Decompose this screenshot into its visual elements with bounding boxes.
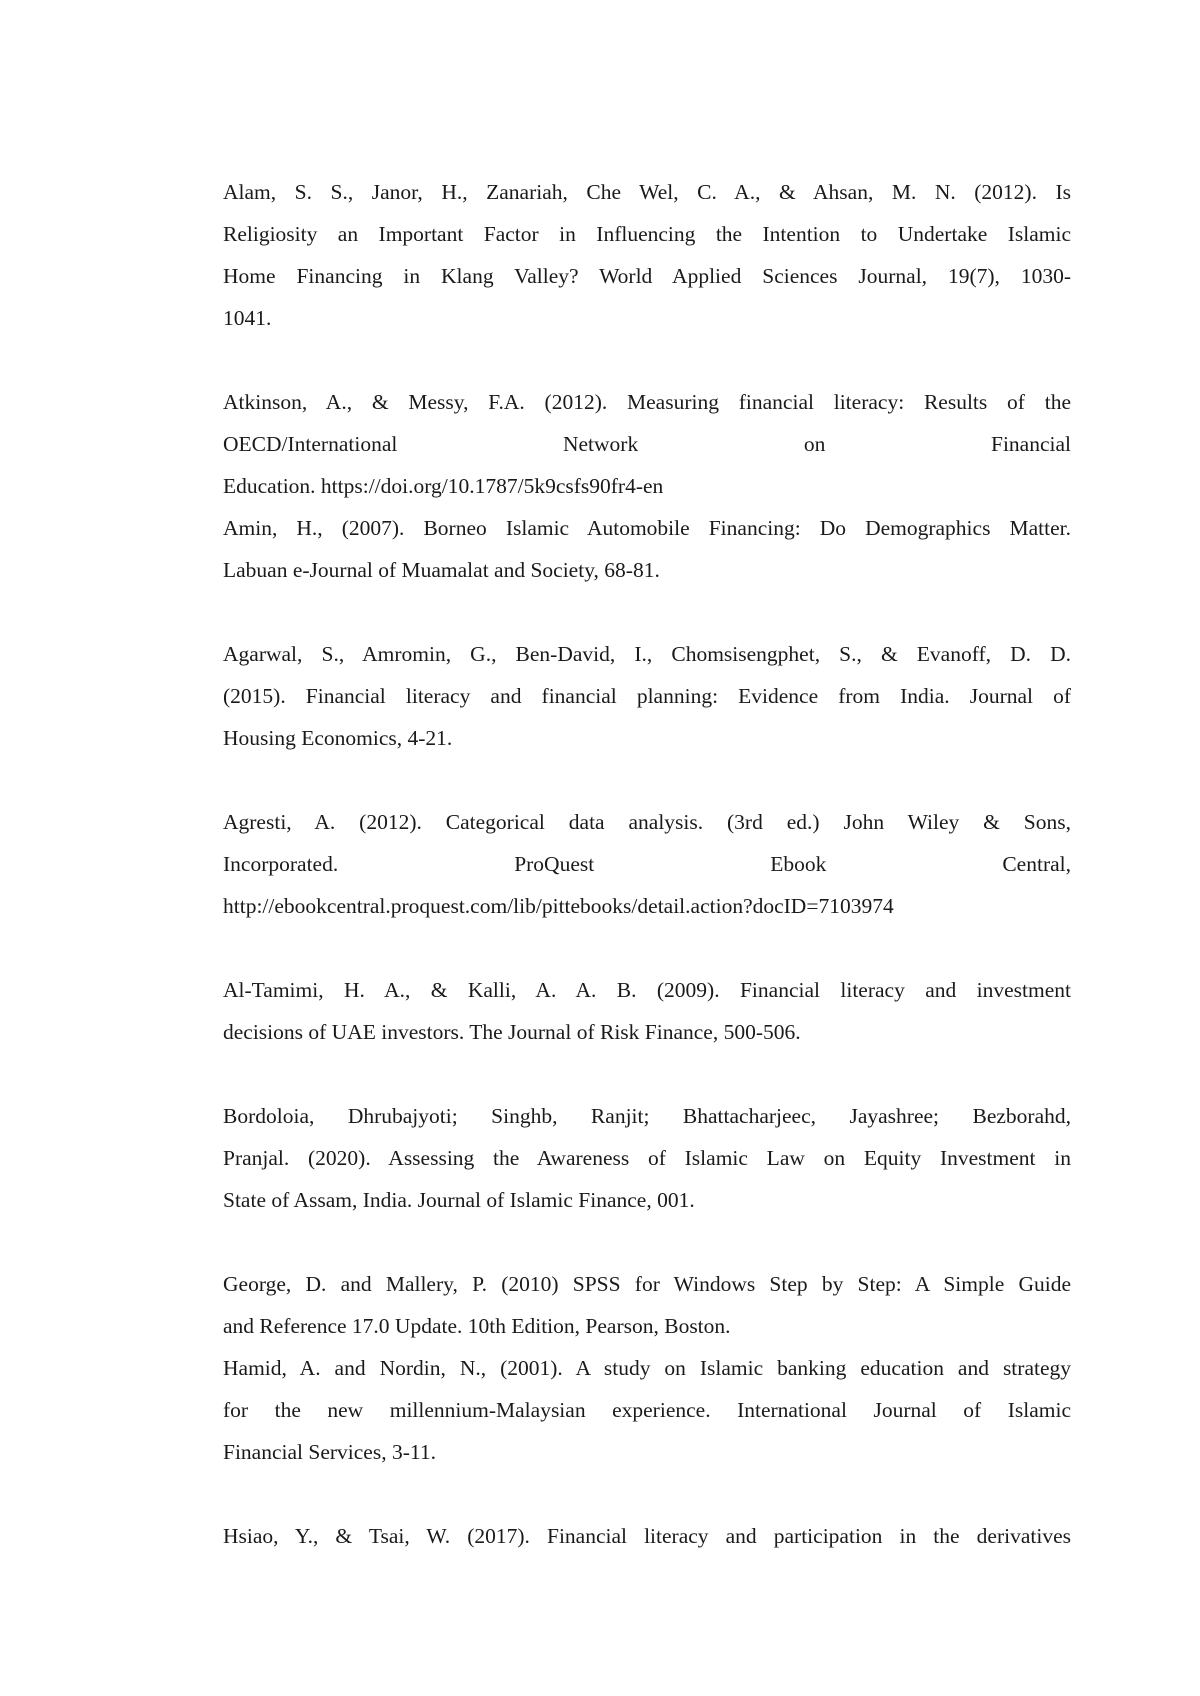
reference-line: Atkinson, A., & Messy, F.A. (2012). Measuring financial literacy: Results of the [223,390,1071,414]
reference-entry [223,633,1071,759]
reference-entry [223,801,1071,927]
reference-line: Hsiao, Y., & Tsai, W. (2017). Financial literacy and participation in the derivatives [223,1524,1071,1548]
reference-line: decisions of UAE investors. The Journal of Risk Finance, 500-506. [223,1020,801,1044]
reference-line: Amin, H., (2007). Borneo Islamic Automobile Financing: Do Demographics Matter. [223,516,1071,540]
reference-line: http://ebookcentral.proquest.com/lib/pittebooks/detail.action?docID=7103974 [223,894,894,918]
reference-line: Agarwal, S., Amromin, G., Ben-David, I., Chomsisengphet, S., & Evanoff, D. D. [223,642,1071,666]
reference-entry [223,381,1071,507]
reference-entry [223,1515,1071,1557]
reference-line: Bordoloia, Dhrubajyoti; Singhb, Ranjit; Bhattacharjeec, Jayashree; Bezborahd, [223,1104,1071,1128]
reference-line: for the new millennium-Malaysian experience. International Journal of Islamic [223,1398,1071,1422]
reference-line: Pranjal. (2020). Assessing the Awareness of Islamic Law on Equity Investment in [223,1146,1071,1170]
reference-line: 1041. [223,306,272,330]
reference-line: (2015). Financial literacy and financial planning: Evidence from India. Journal of [223,684,1071,708]
reference-entry [223,507,1071,591]
reference-line: Al-Tamimi, H. A., & Kalli, A. A. B. (2009). Financial literacy and investment [223,978,1071,1002]
reference-line: Education. https://doi.org/10.1787/5k9csfs90fr4-en [223,474,664,498]
reference-entry [223,969,1071,1053]
reference-line: Housing Economics, 4-21. [223,726,453,750]
reference-line: Hamid, A. and Nordin, N., (2001). A study on Islamic banking education and strategy [223,1356,1071,1380]
reference-line: State of Assam, India. Journal of Islamic Finance, 001. [223,1188,695,1212]
reference-line: Agresti, A. (2012). Categorical data analysis. (3rd ed.) John Wiley & Sons, [223,810,1071,834]
reference-line: Labuan e-Journal of Muamalat and Society, 68-81. [223,558,660,582]
reference-line: George, D. and Mallery, P. (2010) SPSS for Windows Step by Step: A Simple Guide [223,1272,1071,1296]
reference-entry [223,171,1071,339]
reference-line: Incorporated. ProQuest Ebook Central, [223,852,1071,876]
reference-line: Financial Services, 3-11. [223,1440,436,1464]
reference-line: and Reference 17.0 Update. 10th Edition, Pearson, Boston. [223,1314,731,1338]
reference-line: Home Financing in Klang Valley? World Applied Sciences Journal, 19(7), 1030- [223,264,1071,288]
reference-entry [223,1263,1071,1347]
reference-line: Alam, S. S., Janor, H., Zanariah, Che Wel, C. A., & Ahsan, M. N. (2012). Is [223,180,1071,204]
reference-line: Religiosity an Important Factor in Influencing the Intention to Undertake Islamic [223,222,1071,246]
reference-line: OECD/International Network on Financial [223,432,1071,456]
reference-list [223,171,1071,1557]
reference-entry [223,1095,1071,1221]
reference-entry [223,1347,1071,1473]
